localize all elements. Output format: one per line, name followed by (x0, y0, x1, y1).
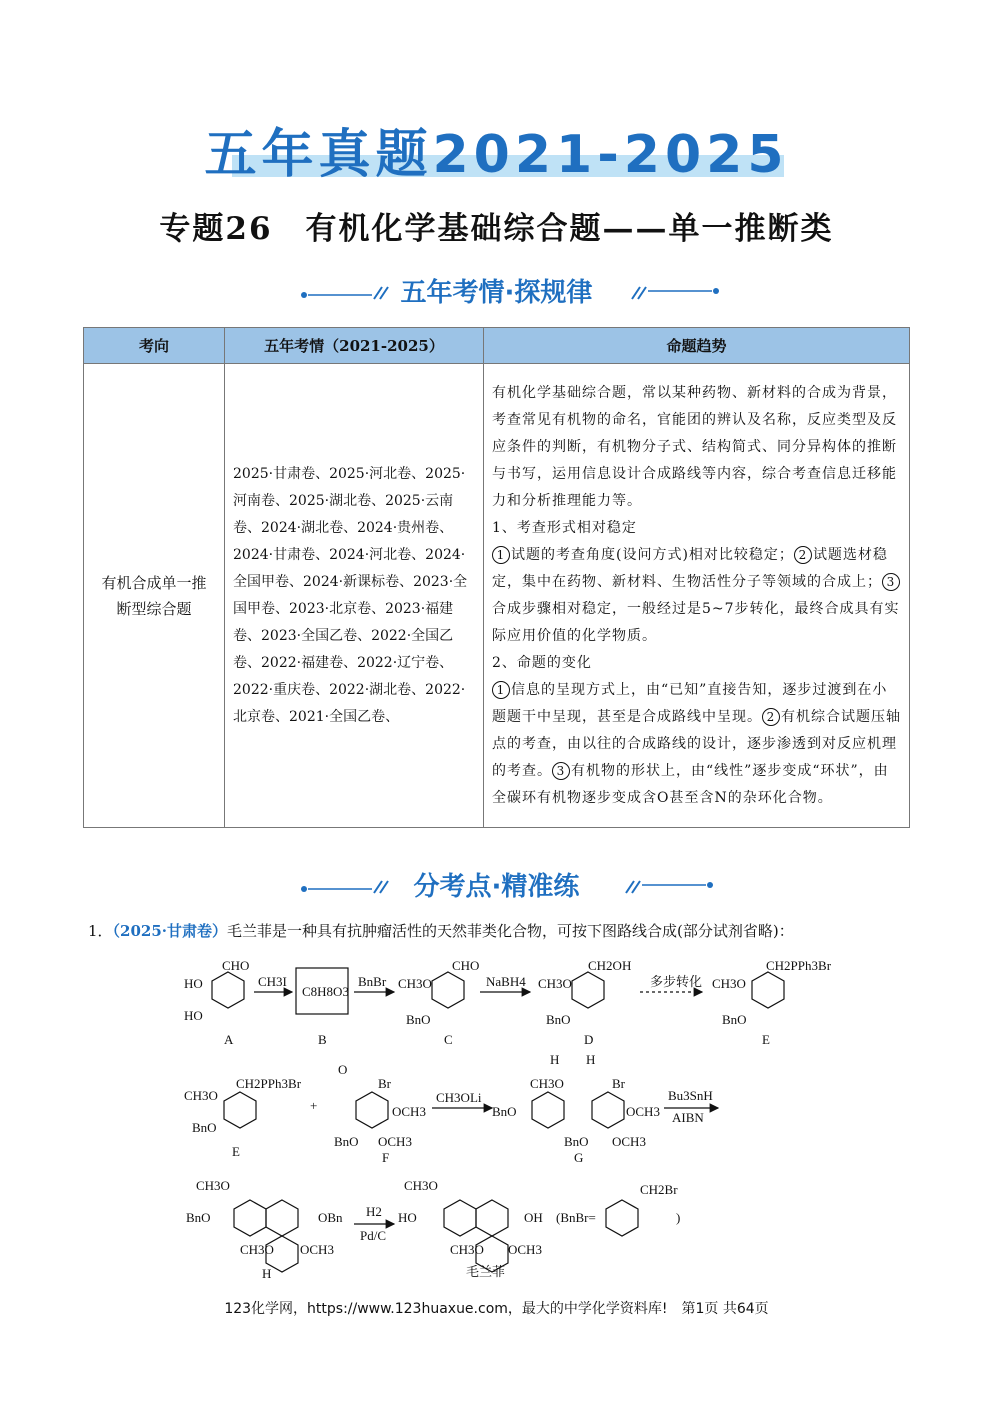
group-ch2pph3br: CH2PPh3Br (766, 958, 832, 973)
group-bno: BnO (334, 1134, 359, 1149)
table-row (84, 364, 910, 828)
closing-paren: ) (676, 1210, 681, 1225)
point2-b: 有机综合试题压轴点的考查，由以往的合成路线的设计，逐步渗透到对反应机理的考查。 (492, 708, 901, 779)
point2-a: 信息的呈现方式上，由“已知”直接告知，逐步过渡到在小题题干中呈现，甚至是合成路线中呈现。 (492, 681, 888, 725)
banner-title: 五年真题2021-2025 (204, 125, 789, 185)
reagent-nabh4: NaBH4 (486, 974, 526, 989)
circle-number-2: 2 (762, 708, 780, 726)
group-ch3o: CH3O (530, 1076, 564, 1091)
synthesis-scheme (0, 950, 993, 1290)
circle-number-3: 3 (882, 573, 900, 591)
group-ch3o: CH3O (398, 976, 432, 991)
question-1 (88, 920, 794, 941)
group-ch3o: CH3O (538, 976, 572, 991)
group-ch3o: CH3O (404, 1178, 438, 1193)
group-och3: OCH3 (300, 1242, 334, 1257)
group-cho: CHO (452, 958, 480, 973)
papers-text: 2025·甘肃卷、2025·河北卷、2025·河南卷、2025·湖北卷、2025·云南卷、2024·湖北卷、2024·贵州卷、2024·甘肃卷、2024·河北卷、2024·全国甲卷、2024·新课标卷、2023·全国甲卷、2023·北京卷、2023·福建卷、2023·全国乙卷、2022·全国乙卷、2022·福建卷、2022·辽宁卷、2022·重庆卷、2022·湖北卷、2022·北京卷、2021·全国乙卷、 (233, 465, 468, 725)
group-ch3o: CH3O (184, 1088, 218, 1103)
label-h: H (262, 1266, 272, 1281)
point2-c: 有机物的形状上，由“线性”逐步变成“环状”，由全碳环有机物逐步变成含O甚至含N的杂环化合物。 (492, 762, 889, 806)
group-och3: OCH3 (508, 1242, 542, 1257)
question-source: （2025·甘肃卷） (112, 922, 228, 940)
group-o: O (338, 1062, 348, 1077)
group-ch2pph3br: CH2PPh3Br (236, 1076, 302, 1091)
trend-intro: 有机化学基础综合题，常以某种药物、新材料的合成为背景，考查常见有机物的命名，官能团的辨认及名称，反应类型及反应条件的判断，有机物分子式、结构简式、同分异构体的推断与书写，运用信息设计合成路线等内容，综合考查信息迁移能力和分析推理能力等。 (492, 384, 897, 509)
label-g: G (574, 1150, 584, 1165)
group-bno: BnO (186, 1210, 211, 1225)
section-header-2 (0, 867, 993, 907)
reagent-multistep: 多步转化 (650, 974, 703, 989)
group-cho: CHO (222, 958, 250, 973)
label-e: E (232, 1144, 240, 1159)
group-h: H (586, 1052, 596, 1067)
section-title-1: 五年考情·探规律 (400, 278, 593, 308)
group-br: Br (612, 1076, 625, 1091)
reagent-ch3oli: CH3OLi (436, 1090, 482, 1105)
trend-point1-title: 1、考查形式相对稳定 (492, 519, 637, 536)
reagent-bnbr: BnBr (358, 974, 387, 989)
group-br: Br (378, 1076, 391, 1091)
trend-point2-title: 2、命题的变化 (492, 654, 592, 671)
header-topic: 考向 (84, 328, 225, 364)
boxed-formula: C8H8O3 (302, 984, 349, 999)
point1-b: 试题选材稳定，集中在药物、新材料、生物活性分子等领域的合成上； (492, 546, 888, 590)
page-subtitle: 专题26 有机化学基础综合题——单一推断类 (159, 211, 834, 247)
label-a: A (224, 1032, 234, 1047)
group-ch3o: CH3O (450, 1242, 484, 1257)
section-title-2: 分考点·精准练 (413, 872, 580, 902)
group-ch3o: CH3O (196, 1178, 230, 1193)
group-och3: OCH3 (612, 1134, 646, 1149)
cell-trend (484, 364, 910, 828)
group-oh: OH (524, 1210, 543, 1225)
group-ho: HO (184, 976, 203, 991)
question-text: 毛兰菲是一种具有抗肿瘤活性的天然菲类化合物，可按下图路线合成(部分试剂省略)： (227, 922, 794, 940)
circle-number-3: 3 (552, 762, 570, 780)
cell-topic (84, 364, 225, 828)
page-footer: 123化学网，https://www.123huaxue.com，最大的中学化学资料库! 第1页 共64页 (224, 1301, 769, 1317)
label-c: C (444, 1032, 453, 1047)
label-product: 毛兰菲 (466, 1264, 506, 1279)
section-header-1 (0, 273, 993, 313)
label-e: E (762, 1032, 770, 1047)
cell-papers (225, 364, 484, 828)
table-header-row (84, 328, 910, 364)
reagent-aibn: AIBN (672, 1110, 704, 1125)
group-ho: HO (398, 1210, 417, 1225)
group-bno: BnO (406, 1012, 431, 1027)
group-bno: BnO (722, 1012, 747, 1027)
group-ch2br: CH2Br (640, 1182, 678, 1197)
group-obn: OBn (318, 1210, 343, 1225)
trend-point1-body (492, 542, 901, 650)
group-ch2oh: CH2OH (588, 958, 632, 973)
group-och3: OCH3 (392, 1104, 426, 1119)
group-ch3o: CH3O (712, 976, 746, 991)
group-ho: HO (184, 1008, 203, 1023)
reagent-bu3snh: Bu3SnH (668, 1088, 713, 1103)
label-b: B (318, 1032, 327, 1047)
topic-text: 有机合成单一推断型综合题 (101, 573, 207, 618)
group-bno: BnO (546, 1012, 571, 1027)
circle-number-2: 2 (794, 546, 812, 564)
group-h: H (550, 1052, 560, 1067)
header-papers: 五年考情（2021-2025） (225, 328, 484, 364)
point1-a: 试题的考查角度(设问方式)相对比较稳定； (511, 546, 794, 563)
group-och3: OCH3 (626, 1104, 660, 1119)
reagent-ch3i: CH3I (258, 974, 287, 989)
decor-line-right (620, 867, 720, 907)
point1-c: 合成步骤相对稳定，一般经过是5~7步转化，最终合成具有实际应用价值的化学物质。 (492, 600, 900, 644)
circle-number-1: 1 (492, 681, 510, 699)
group-och3: OCH3 (378, 1134, 412, 1149)
plus-sign: + (310, 1098, 318, 1113)
reagent-h2: H2 (366, 1204, 382, 1219)
reagent-pdc: Pd/C (360, 1228, 387, 1243)
trend-point2-body (492, 677, 901, 812)
circle-number-1: 1 (492, 546, 510, 564)
decor-line-right (626, 273, 726, 313)
label-f: F (382, 1150, 390, 1165)
group-ch3o: CH3O (240, 1242, 274, 1257)
question-number: 1． (88, 922, 113, 940)
exam-trend-table (83, 327, 910, 828)
group-bno: BnO (564, 1134, 589, 1149)
group-bno: BnO (192, 1120, 217, 1135)
bnbr-definition: (BnBr= (556, 1210, 596, 1225)
header-trend: 命题趋势 (484, 328, 910, 364)
label-d: D (584, 1032, 594, 1047)
group-bno: BnO (492, 1104, 517, 1119)
